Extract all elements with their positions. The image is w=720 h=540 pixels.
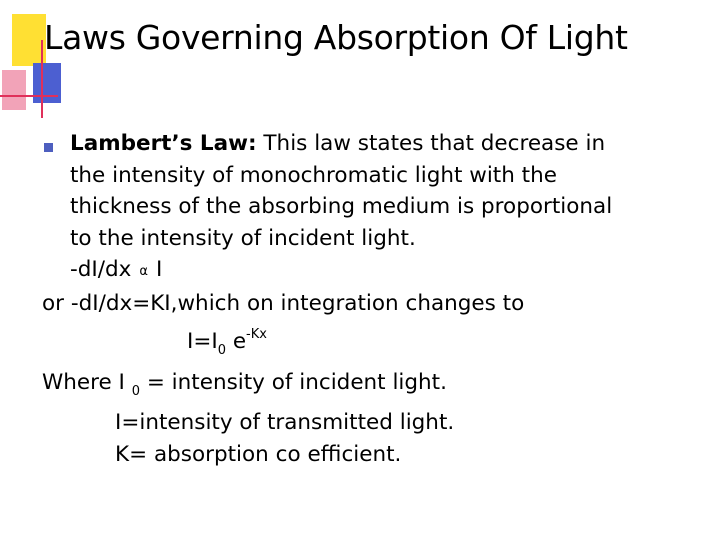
proportionality-equation: [42, 254, 702, 288]
lambert-text-1: This law states that decrease in: [256, 131, 606, 156]
where-line-2: I=intensity of transmitted light.: [115, 410, 455, 435]
where-suffix: = intensity of incident light.: [140, 369, 447, 395]
eq2-subscript: 0: [217, 343, 226, 358]
slide-body: [42, 128, 702, 470]
where-line-3: K= absorption co efficient.: [115, 441, 402, 467]
decor-line-horizontal: [0, 95, 58, 97]
where-subscript: 0: [131, 383, 140, 399]
lambert-line-1: [42, 128, 702, 160]
eq1-rhs: I: [155, 257, 163, 282]
where-line-1: [42, 367, 702, 408]
where-prefix: Where I: [42, 369, 132, 395]
decor-square-blue: [33, 63, 61, 103]
eq2-main: I=I: [187, 329, 218, 354]
eq1-lhs: -dI/dx: [70, 257, 132, 282]
eq2-mid: e: [225, 329, 247, 354]
or-line: or -dI/dx=KI,which on integration changes to: [42, 290, 525, 316]
decor-square-pink: [2, 70, 26, 110]
lambert-line-2: the intensity of monochromatic light with the: [70, 162, 557, 188]
slide-title: Laws Governing Absorption Of Light: [44, 18, 628, 57]
lambert-line-4: to the intensity of incident light.: [70, 225, 416, 251]
eq2-superscript: -Kx: [246, 327, 267, 342]
proportional-symbol: α: [139, 264, 148, 279]
lambert-term: Lambert’s Law:: [70, 131, 257, 156]
decor-line-vertical: [41, 40, 43, 118]
lambert-line-3: thickness of the absorbing medium is proportional: [70, 194, 613, 219]
integrated-equation: [42, 319, 702, 367]
